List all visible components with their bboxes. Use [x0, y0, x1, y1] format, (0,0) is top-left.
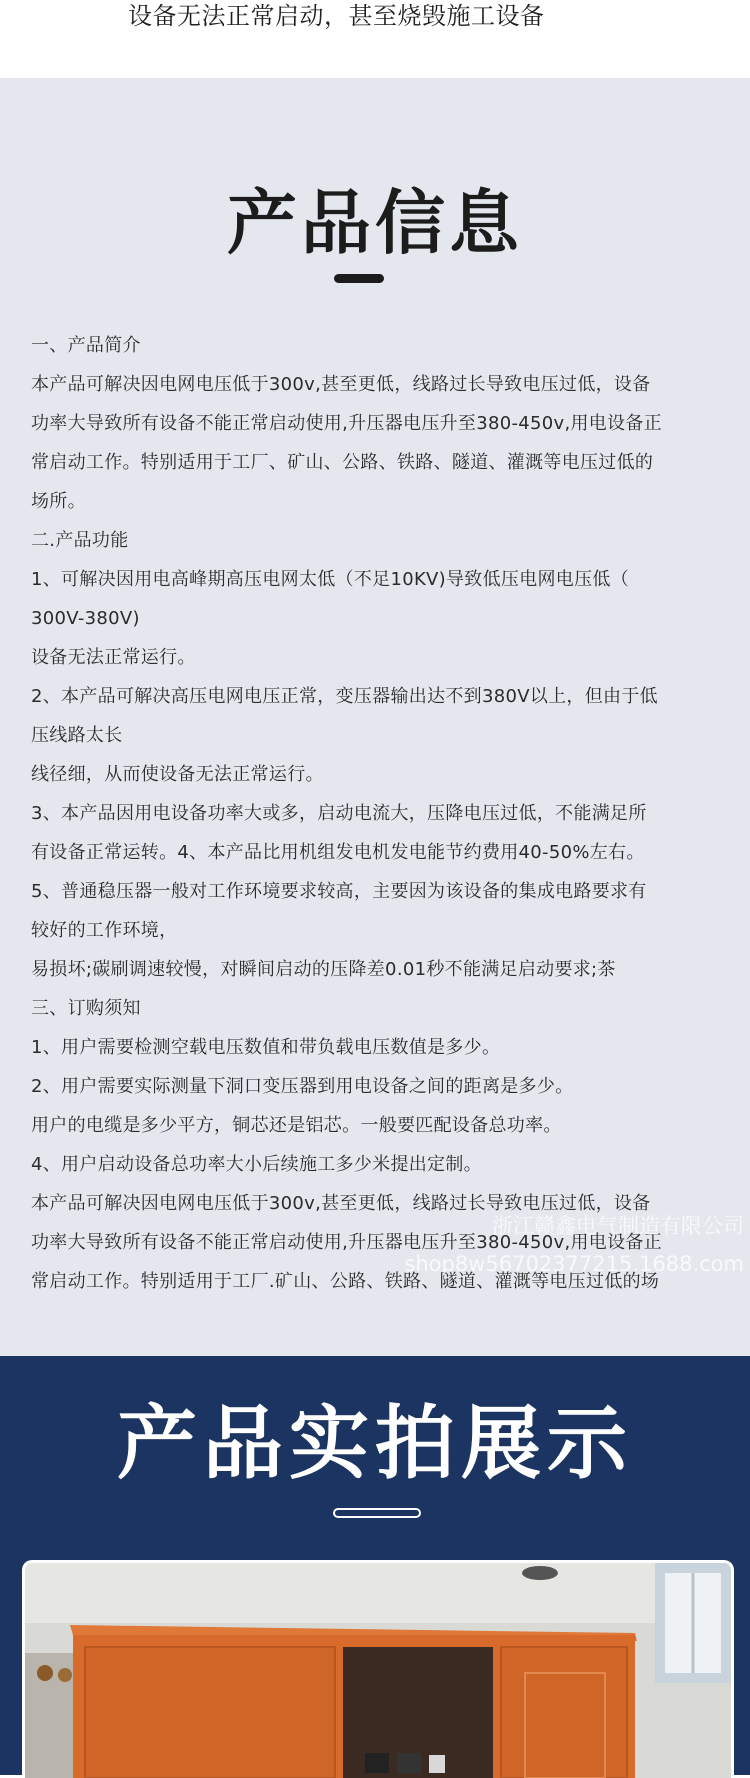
info-line: 300V-380V) [31, 608, 140, 629]
info-line: 用户的电缆是多少平方，铜芯还是铝芯。一般要匹配设备总功率。 [31, 1115, 562, 1136]
info-line: 场所。 [31, 491, 86, 512]
product-info-body [31, 326, 721, 1301]
info-line: 三、订购须知 [31, 998, 141, 1019]
title-underline-bar [334, 274, 384, 283]
info-line: 功率大导致所有设备不能正常启动使用,升压器电压升至380-450v,用电设备正 [31, 413, 663, 434]
photo-title-underline-bar [333, 1508, 421, 1518]
top-strip [0, 0, 750, 78]
info-line: 一、产品简介 [31, 335, 141, 356]
info-line: 设备无法正常运行。 [31, 647, 196, 668]
product-photo-title: 产品实拍展示 [117, 1397, 633, 1490]
info-line: 线径细，从而使设备无法正常运行。 [31, 764, 324, 785]
info-line: 2、本产品可解决高压电网电压正常，变压器输出达不到380V以上，但由于低 [31, 686, 658, 707]
cabinet-illustration [25, 1563, 731, 1778]
info-line: 2、用户需要实际测量下洞口变压器到用电设备之间的距离是多少。 [31, 1076, 574, 1097]
info-line: 功率大导致所有设备不能正常启动使用,升压器电压升至380-450v,用电设备正 [31, 1232, 663, 1253]
product-photo [22, 1560, 734, 1778]
info-line: 易损坏;碳刷调速较慢，对瞬间启动的压降差0.01秒不能满足启动要求;茶 [31, 959, 616, 980]
info-line: 压线路太长 [31, 725, 123, 746]
info-line: 本产品可解决因电网电压低于300v,甚至更低，线路过长导致电压过低，设备 [31, 374, 651, 395]
info-line: 4、用户启动设备总功率大小后续施工多少米提出定制。 [31, 1154, 482, 1175]
product-info-title: 产品信息 [227, 182, 523, 264]
watermark-company: 浙江赣鑫电气制造有限公司 [492, 1214, 744, 1238]
info-line: 有设备正常运转。4、本产品比用机组发电机发电能节约费用40-50%左右。 [31, 842, 645, 863]
info-line: 3、本产品因用电设备功率大或多，启动电流大，压降电压过低，不能满足所 [31, 803, 647, 824]
info-line: 常启动工作。特别适用于工厂.矿山、公路、铁路、隧道、灌溉等电压过低的场 [31, 1271, 660, 1292]
product-info-section [0, 78, 750, 1356]
info-line: 较好的工作环境， [31, 920, 178, 941]
info-line: 1、用户需要检测空载电压数值和带负载电压数值是多少。 [31, 1037, 501, 1058]
product-photo-section [0, 1356, 750, 1775]
info-line: 本产品可解决因电网电压低于300v,甚至更低，线路过长导致电压过低，设备 [31, 1193, 651, 1214]
top-text-line: 设备无法正常启动，甚至烧毁施工设备 [128, 2, 545, 30]
info-line: 1、可解决因用电高峰期高压电网太低（不足10KV)导致低压电网电压低（ [31, 569, 629, 590]
info-line: 二.产品功能 [31, 530, 129, 551]
info-line: 常启动工作。特别适用于工厂、矿山、公路、铁路、隧道、灌溉等电压过低的 [31, 452, 654, 473]
info-line: 5、普通稳压器一般对工作环境要求较高，主要因为该设备的集成电路要求有 [31, 881, 647, 902]
watermark-url: shop8w56702377215.1688.com [404, 1252, 744, 1276]
